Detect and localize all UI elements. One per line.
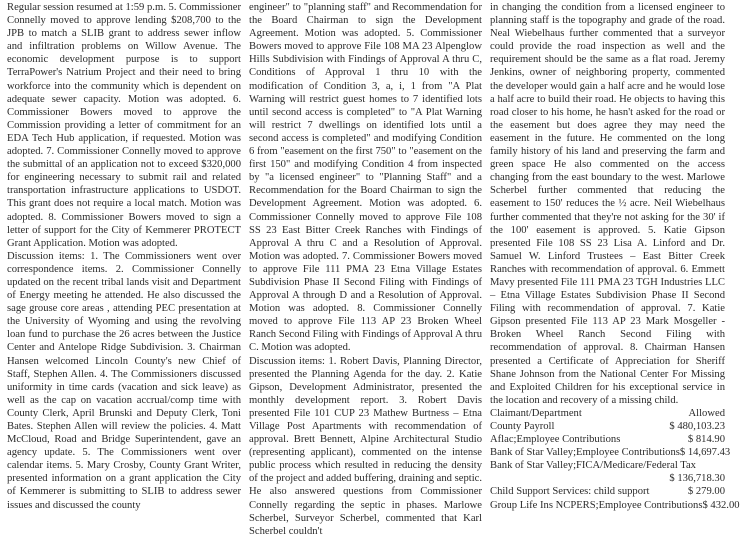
- allowed-amount: $ 14,697.43: [679, 447, 731, 459]
- claim-row: [490, 459, 725, 485]
- allowed-amount: $ 480,103.23: [669, 421, 725, 432]
- column-2: [249, 1, 482, 538]
- column-3: [490, 1, 740, 512]
- public-comment-paragraph: in changing the condition from a licensed engineer to planning staff is the topography and grade of the road. Neal Wiebelhaus further commented that a surveyor could provide the road inspection as well and the requirement should be the same as a flat road. Jeremy Jenkins, owner of neighboring property, commented the developer would gain a half acre and he would lose a half acre to build their road. He objects to having this road closer to his home, he hasn't asked for the road or the easement but does agree they may need the easement in the future. He commented on the long family history of his land and preserving the farm and green space He also commented on the access changing from the east boundary to the west. Marlowe Scherbel further commented that reducing the easement to 150' reduces the ½ acre. Neil Wiebelhaus further commented that they're not asking for the 30' if the 100' easement is approved. 5. Katie Gipson presented File 108 SS 23 Lisa A. Linford and Dr. Samuel W. Linford Trustees – East Bitter Creek Ranches with recommendation of approval. 6. Emmett Mavy presented File 111 PMA 23 TGH Industries LLC – Etna Village Estates Subdivision Phase II Second Filing with recommendation of approval. 7. Katie Gipson presented File 113 AP 23 Mark Mosgeller - Broken Wheel Ranch Second Filing with recommendation of approval. 8. Chairman Hansen presented a Certificate of Appreciation for Sheriff Shane Johnson from the National Center For Missing and Exploited Children for his exceptional service in the location and recovery of a missing child.: [490, 2, 725, 406]
- claimant-header: Claimant/Department: [490, 407, 582, 419]
- discussion-items-paragraph: Discussion items: 1. The Commissioners went over correspondence items. 2. Commissioner Connelly updated on the recent tribal lands visit and Department of Energy meeting he attended. He also discussed the sage grouse core areas , attending PEC presentation at the University of Wyoming and using the revolving loan fund to purchase the 26 acres between the Justice Center and Antelope Ridge Subdivision. 3. Chairman Hansen welcomed Lincoln County's new Chief of Staff, Stephen Allen. 4. The Commissioners discussed uniformity in time cards (vacation and sick leave) as well as the cap on vacation accrual/comp time with County Clerk, April Brunski and Deputy Clerk, Toni Bates. Stephen Allen will review the policies. 4. Matt McCloud, Road and Bridge Superintendent, gave an agency update. 5. The Commissioners went over calendar items. 5. Mary Crosby, County Grant Writer, presented information on a grant application the City of Kemmerer is submitting to SLIB to address sewer issues and discussed the county: [7, 250, 241, 511]
- claim-row: [490, 433, 725, 446]
- claimant: Child Support Services: child support: [490, 486, 650, 498]
- allowed-amount: $ 814.90: [687, 434, 725, 446]
- allowed-header: Allowed: [688, 407, 725, 419]
- regular-session-paragraph: Regular session resumed at 1:59 p.m. 5. Commissioner Connelly moved to approve lending $208,700 to the JPB to match a SLIB grant to address sewer inflow and infiltration problems on Willow Avenue. The economic development purpose is to support TerraPower's Natrium Project and their need to bring workforce into the community which is dependent on adequate sewer capacity. Motion was adopted. 6. Commissioner Bowers moved to approve the Commission providing a letter of commitment for an EDA Tech Hub application, if requested. Motion was adopted. 7. Commissioner Connelly moved to approve the submittal of an application not to exceed $320,000 for engineering necessary to submit rail and related transportation infrastructure applications to USDOT. This grant does not require a local match. Motion was adopted. 8. Commissioner Bowers moved to sign a letter of support for the City of Kemmerer PROTECT Grant Application. Motion was adopted.: [7, 2, 241, 249]
- claimant: Aflac;Employee Contributions: [490, 434, 621, 446]
- column-1: [7, 1, 241, 512]
- claims-table: [490, 407, 740, 512]
- allowed-amount: $ 136,718.30: [669, 473, 725, 485]
- claimant: Bank of Star Valley;Employee Contributions: [490, 447, 680, 459]
- claimant: Group Life Ins NCPERS;Employee Contributions: [490, 499, 703, 511]
- claimant: County Payroll: [490, 421, 555, 432]
- claim-row: [490, 420, 725, 433]
- allowed-amount: $ 279.00: [687, 486, 725, 498]
- claim-row: [490, 499, 740, 512]
- planning-discussion-paragraph: Discussion items: 1. Robert Davis, Planning Director, presented the Planning Agenda for the day. 2. Katie Gipson, Development Administrator, presented the monthly development report. 3. Robert Davis presented File 101 CUP 23 Mathew Burtness – Etna Village Post Apartments with recommendation of approval. Brett Bennett, Alpine Architectural Studio (representing applicant), commented on the intense public process which resulted in reducing the density of the project and added buffering, draining and septic. He also answered questions from Commissioner Connelly regarding the septic in phases. Marlowe Scherbel, Surveyor Scherbel, commented that Karl Scherbel couldn't: [249, 355, 482, 537]
- claimant: Bank of Star Valley;FICA/Medicare/Federal Tax: [490, 460, 696, 472]
- planning-motions-paragraph: engineer" to "planning staff" and Recommendation for the Board Chairman to sign the Development Agreement. Motion was adopted. 5. Commissioner Bowers moved to approve File 108 MA 23 Alpenglow Hills Subdivision with Findings of Approval A thru C, Conditions of Approval 1 thru 10 with the modification of Condition 3, a, i, 1 from "A Plat Warning will restrict guest homes to 7 identified lots until second access is completed" to "A Plat Warning will restrict 7 dwellings on identified lots until a second access is completed" and modifying Condition 6 from "easement on the first 750" to "easement on the first 150" and modifying Condition 4 from inspected by "a licensed engineer" to "Planning Staff" and a Recommendation for the Board Chairman to sign the Development Agreement. Motion was adopted. 6. Commissioner Connelly moved to approve File 108 SS 23 East Bitter Creek Ranches with Findings of Approval A thru C and a Resolution of Approval. Motion was adopted. 7. Commissioner Bowers moved to approve File 111 PMA 23 Etna Village Estates Subdivision Phase II Second Filing with Findings of Approval A through D and a Resolution of Approval. Motion was adopted. 8. Commissioner Connelly moved to approve File 113 AP 23 Broken Wheel Ranch Second Filing with Findings of Approval A thru C. Motion was adopted.: [249, 2, 482, 354]
- claim-row: [490, 446, 731, 459]
- claim-row: [490, 485, 725, 498]
- claims-header: [490, 407, 725, 420]
- allowed-amount: $ 432.00: [702, 499, 740, 511]
